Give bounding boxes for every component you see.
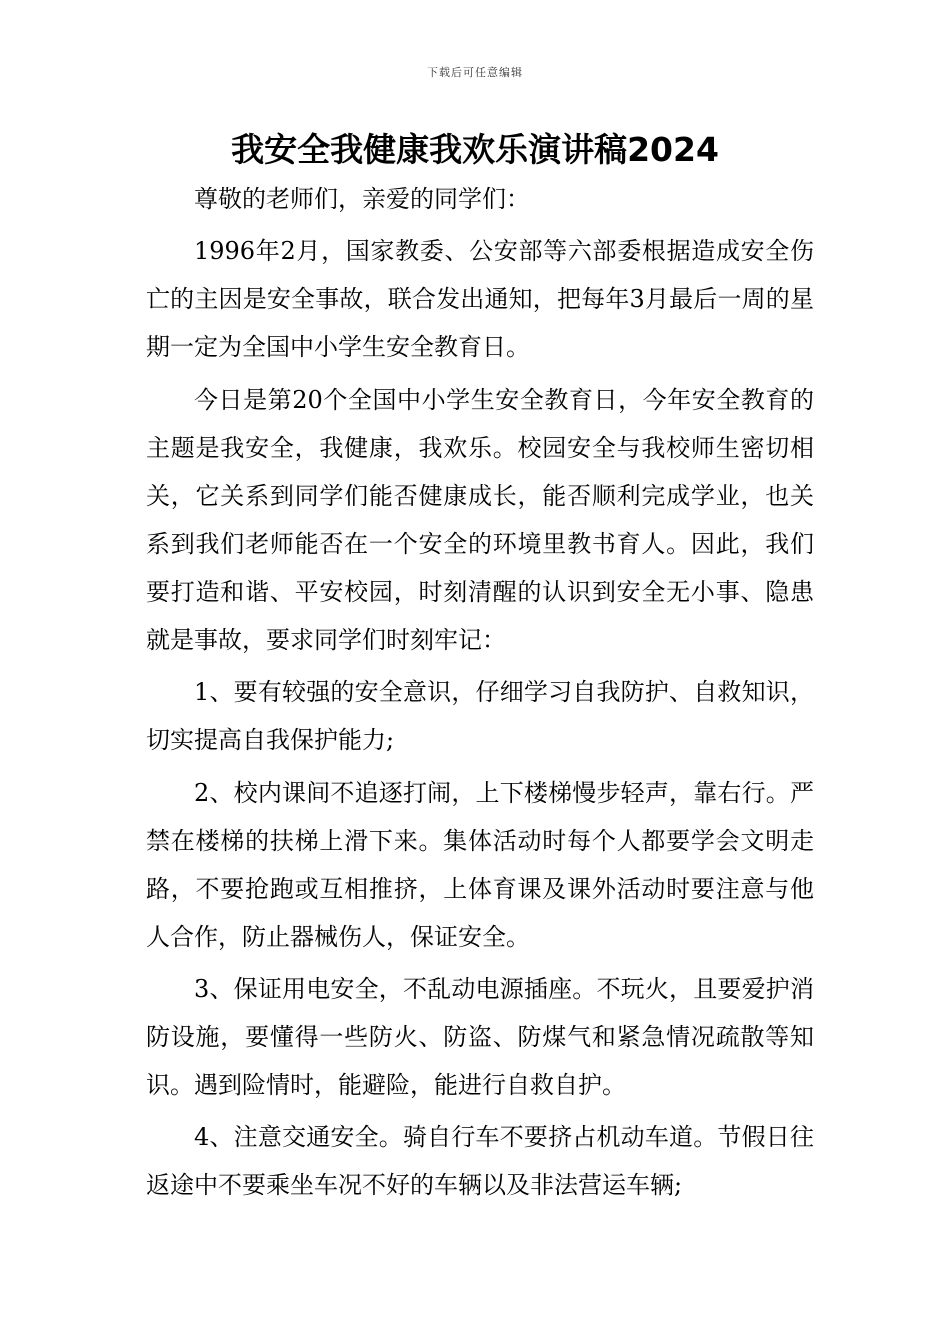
document-title: 我安全我健康我欢乐演讲稿2024 [231, 130, 719, 169]
paragraph-salutation: 尊敬的老师们，亲爱的同学们： [194, 185, 530, 213]
list-item-paragraph: 3、保证用电安全，不乱动电源插座。不玩火，且要爱护消防设施，要懂得一些防火、防盗、防煤气和紧急情况疏散等知识。遇到险情时，能避险，能进行自救自护。 [146, 974, 814, 1099]
list-item-paragraph: 2、校内课间不追逐打闹，上下楼梯慢步轻声，靠右行。严禁在楼梯的扶梯上滑下来。集体活动时每个人都要学会文明走路，不要抢跑或互相推挤，上体育课及课外活动时要注意与他人合作，防止器械伤人，保证安全。 [146, 778, 814, 951]
list-item-paragraph: 4、注意交通安全。骑自行车不要挤占机动车道。节假日往返途中不要乘坐车况不好的车辆以及非法营运车辆; [146, 1123, 814, 1200]
header-note: 下载后可任意编辑 [427, 66, 523, 79]
paragraph: 1996年2月，国家教委、公安部等六部委根据造成安全伤亡的主因是安全事故，联合发出通知，把每年3月最后一周的星期一定为全国中小学生安全教育日。 [146, 237, 814, 362]
document-body [146, 175, 814, 1214]
list-item-paragraph: 1、要有较强的安全意识，仔细学习自我防护、自救知识，切实提高自我保护能力; [146, 678, 814, 755]
paragraph: 今日是第20个全国中小学生安全教育日，今年安全教育的主题是我安全，我健康，我欢乐。校园安全与我校师生密切相关，它关系到同学们能否健康成长，能否顺利完成学业，也关系到我们老师能否在一个安全的环境里教书育人。因此，我们要打造和谐、平安校园，时刻清醒的认识到安全无小事、隐患就是事故，要求同学们时刻牢记： [146, 385, 814, 654]
